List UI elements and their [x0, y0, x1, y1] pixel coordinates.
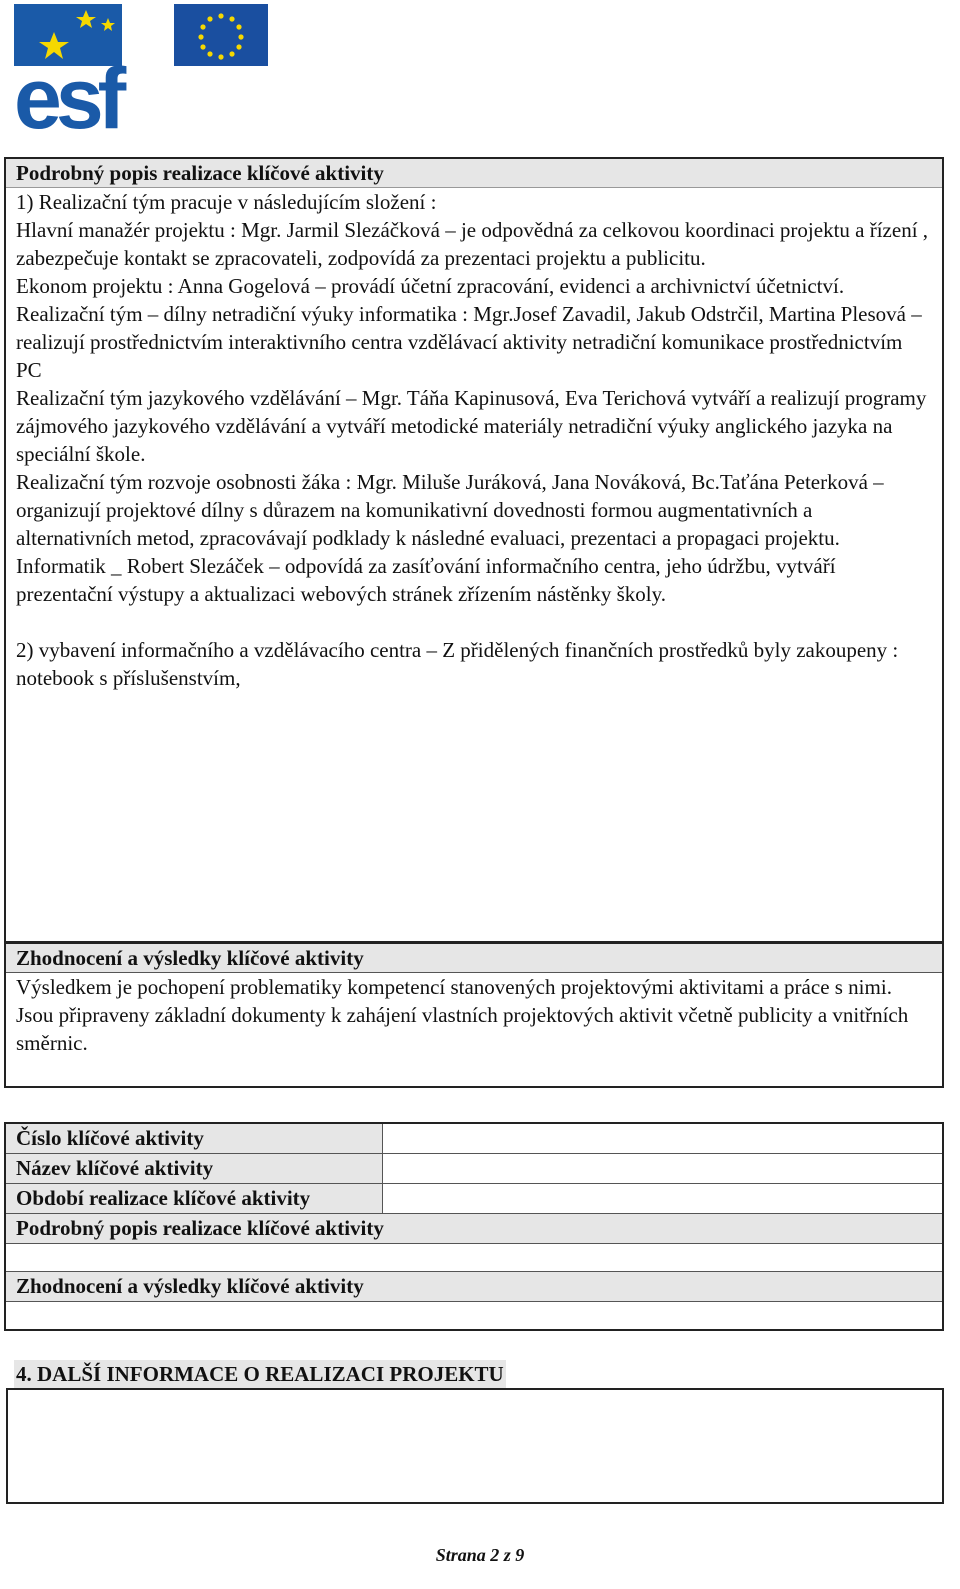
empty-activity-table [4, 1122, 944, 1331]
project-manager-line: Hlavní manažér projektu : Mgr. Jarmil Slezáčková – je odpovědná za celkovou koordinaci projektu a řízení , zabezpečuje kontakt se zpracovateli, zodpovídá za prezentaci projektu a publicitu. [16, 218, 929, 270]
activity-description-label: Podrobný popis realizace klíčové aktivity [5, 1214, 943, 1244]
table-row [5, 1302, 943, 1331]
it-specialist-line: Informatik _ Robert Slezáček – odpovídá za zasíťování informačního centra, jeho údržbu, vytváří prezentační výstupy a aktualizaci webových stránek zřízením nástěnky školy. [16, 554, 836, 606]
team-intro-line: 1) Realizační tým pracuje v následujícím složení : [16, 190, 437, 214]
table-row [5, 1272, 943, 1302]
equipment-line: 2) vybavení informačního a vzdělávacího centra – Z přidělených finančních prostředků byly zakoupeny : notebook s příslušenstvím, [16, 638, 899, 690]
activity-description-box [4, 157, 944, 943]
personal-development-team-line: Realizační tým rozvoje osobnosti žáka : Mgr. Miluše Juráková, Jana Nováková, Bc.Taťána Peterková – organizují projektové dílny s důrazem na komunikativní dovednosti formou augmentativních a alternativních metod, zpracovávají podklady k následné evaluaci, prezentaci a propagaci projektu. [16, 470, 884, 550]
results-box [4, 943, 944, 1088]
activity-description-text [6, 188, 942, 692]
table-row [5, 1214, 943, 1244]
activity-description-value[interactable] [5, 1244, 943, 1272]
activity-results-label: Zhodnocení a výsledky klíčové aktivity [5, 1272, 943, 1302]
activity-period-value[interactable] [383, 1184, 944, 1214]
esf-wordmark: esf [14, 51, 121, 134]
table-row [5, 1244, 943, 1272]
activity-results-value[interactable] [5, 1302, 943, 1331]
activity-period-label: Období realizace klíčové aktivity [5, 1184, 383, 1214]
esf-logo-graphic [14, 4, 274, 134]
economist-line: Ekonom projektu : Anna Gogelová – provádí účetní zpracování, evidenci a archivnictví účetnictví. [16, 274, 845, 298]
activity-number-label: Číslo klíčové aktivity [5, 1123, 383, 1154]
section-4-box[interactable] [6, 1388, 944, 1504]
language-team-line: Realizační tým jazykového vzdělávání – Mgr. Táňa Kapinusová, Eva Terichová vytváří a realizují programy zájmového jazykového vzdělávání a vytváří metodické materiály netradiční výuky anglického jazyka na speciální škole. [16, 386, 927, 466]
it-workshop-team-line: Realizační tým – dílny netradiční výuky informatika : Mgr.Josef Zavadil, Jakub Odstrčil, Martina Plesová – realizují prostřednictvím interaktivního centra vzdělávací aktivity netradiční komunikace prostřednictvím PC [16, 302, 922, 382]
activity-description-header: Podrobný popis realizace klíčové aktivity [6, 159, 942, 188]
activity-name-value[interactable] [383, 1154, 944, 1184]
activity-number-value[interactable] [383, 1123, 944, 1154]
results-header: Zhodnocení a výsledky klíčové aktivity [6, 944, 942, 973]
section-4-title: 4. DALŠÍ INFORMACE O REALIZACI PROJEKTU [16, 1362, 504, 1386]
table-row [5, 1123, 943, 1154]
activity-name-label: Název klíčové aktivity [5, 1154, 383, 1184]
page-number: Strana 2 z 9 [435, 1545, 525, 1565]
esf-logo [14, 4, 274, 134]
table-row [5, 1184, 943, 1214]
results-text: Výsledkem je pochopení problematiky kompetencí stanovených projektovými aktivitami a práce s nimi. Jsou připraveny základní dokumenty k zahájení vlastních projektových aktivit včetně publicity a vnitřních směrnic. [16, 975, 909, 1055]
table-row [5, 1154, 943, 1184]
